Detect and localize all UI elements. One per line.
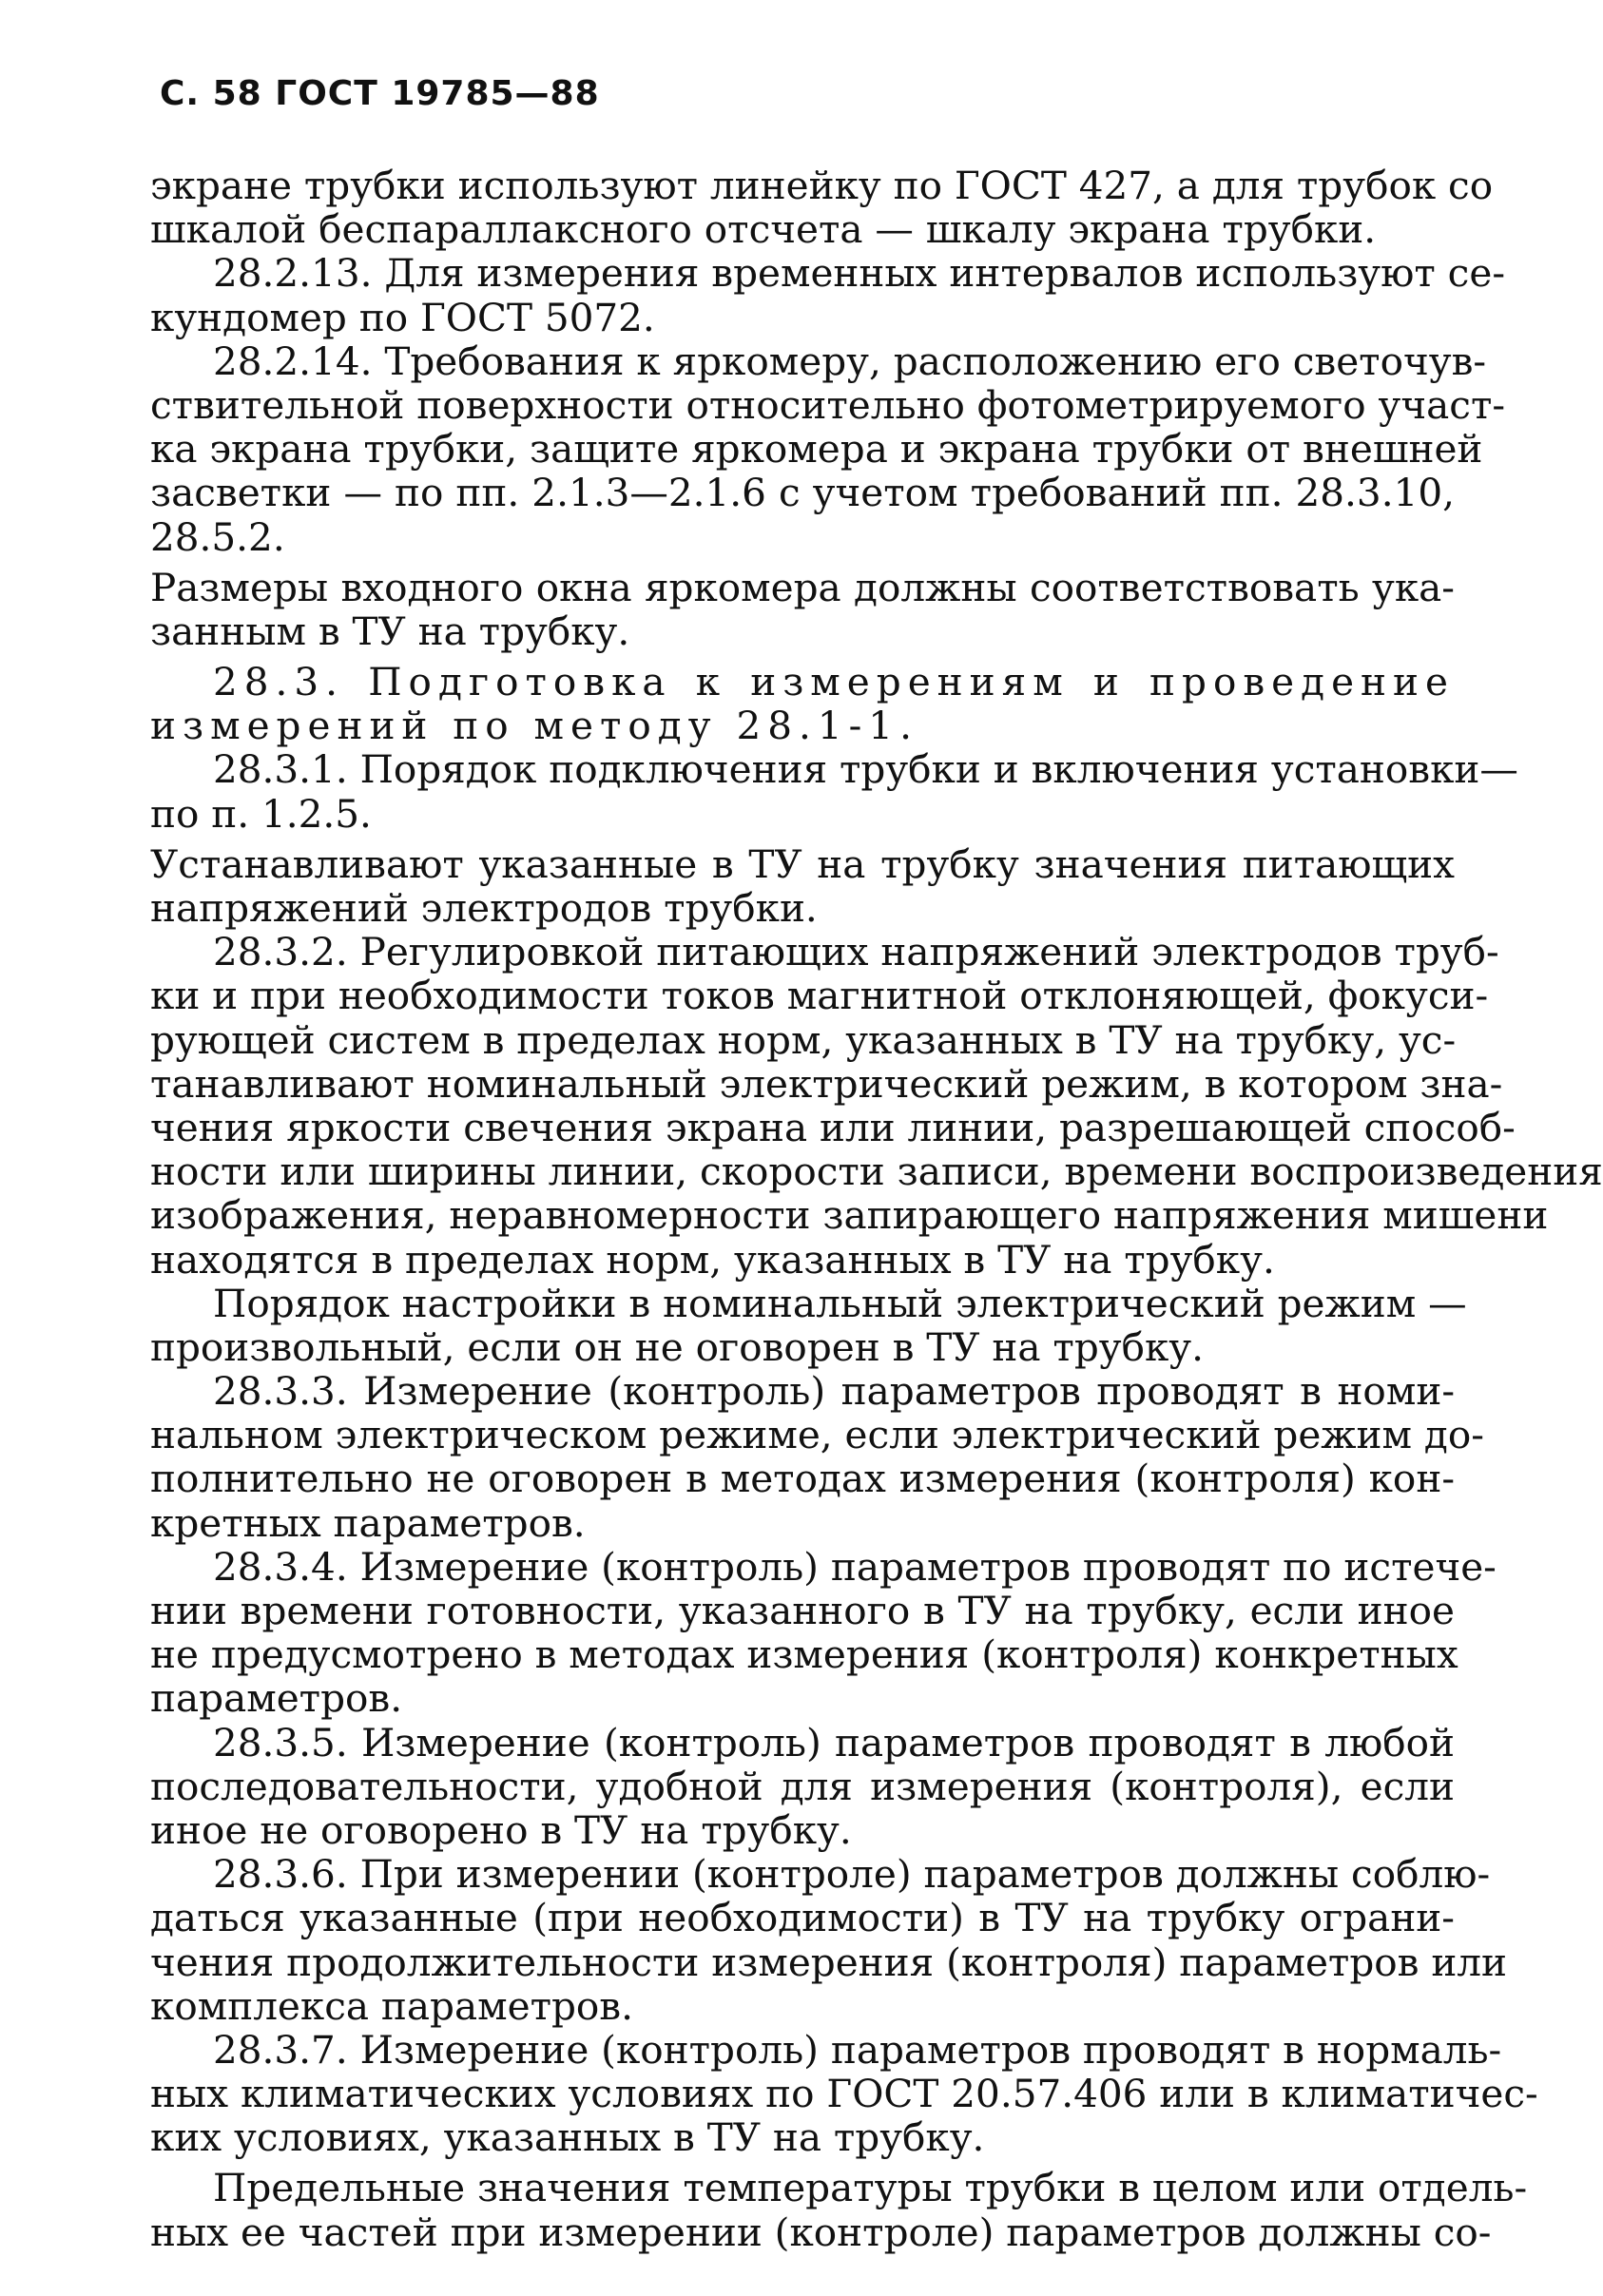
text-line: танавливают номинальный электрический режим, в котором зна- xyxy=(150,1060,1503,1107)
text-line: кундомер по ГОСТ 5072. xyxy=(150,294,655,340)
text-line: Порядок настройки в номинальный электрический режим — xyxy=(213,1280,1467,1326)
text-line: Размеры входного окна яркомера должны соответствовать ука- xyxy=(150,564,1455,610)
text-line: иное не оговорено в ТУ на трубку. xyxy=(150,1806,852,1853)
text-line: ных климатических условиях по ГОСТ 20.57.406 или в климатичес- xyxy=(150,2071,1538,2117)
text-line: ка экрана трубки, защите яркомера и экрана трубки от внешней xyxy=(150,426,1483,473)
text-line: ных ее частей при измерении (контроле) параметров должны со- xyxy=(150,2209,1492,2255)
text-line: 28.3.3. Измерение (контроль) параметров проводят в номи- xyxy=(213,1368,1455,1415)
text-line: нии времени готовности, указанного в ТУ на трубку, если иное xyxy=(150,1588,1455,1633)
text-line: 28.3.5. Измерение (контроль) параметров проводят в любой xyxy=(213,1719,1455,1765)
text-line: нальном электрическом режиме, если электрический режим до- xyxy=(150,1412,1484,1458)
text-line: Устанавливают указанные в ТУ на трубку значения питающих xyxy=(150,840,1455,887)
text-line: ности или ширины линии, скорости записи, времени воспроизведения xyxy=(150,1148,1603,1195)
text-line: 28.5.2. xyxy=(150,513,285,560)
text-line: полнительно не оговорен в методах измерения (контроля) кон- xyxy=(150,1456,1455,1502)
text-line: засветки — по пп. 2.1.3—2.1.6 с учетом требований пп. 28.3.10, xyxy=(150,470,1455,516)
body-text xyxy=(150,163,1603,2255)
text-line: ки и при необходимости токов магнитной отклоняющей, фокуси- xyxy=(150,973,1489,1019)
text-line: 28.2.13. Для измерения временных интервалов используют се- xyxy=(213,250,1506,297)
text-line: занным в ТУ на трубку. xyxy=(150,608,630,654)
section-heading-line: 28.3. Подготовка к измерениям и проведение xyxy=(213,659,1455,705)
section-heading-line: измерений по методу 28.1-1. xyxy=(150,703,918,749)
text-line: шкалой беспараллаксного отсчета — шкалу экрана трубки. xyxy=(150,206,1377,253)
text-line: 28.3.7. Измерение (контроль) параметров проводят в нормаль- xyxy=(213,2026,1502,2073)
text-line: параметров. xyxy=(150,1675,403,1722)
text-line: не предусмотрено в методах измерения (контроля) конкретных xyxy=(150,1631,1458,1678)
text-line: 28.3.2. Регулировкой питающих напряжений электродов труб- xyxy=(213,929,1499,975)
text-line: экране трубки используют линейку по ГОСТ 427, а для трубок со xyxy=(150,163,1494,208)
text-line: рующей систем в пределах норм, указанных в ТУ на трубку, ус- xyxy=(150,1016,1457,1063)
text-line: 28.3.4. Измерение (контроль) параметров проводят по истече- xyxy=(213,1543,1497,1590)
text-line: 28.3.6. При измерении (контроле) параметров должны соблю- xyxy=(213,1851,1491,1898)
text-line: последовательности, удобной для измерения (контроля), если xyxy=(150,1763,1455,1809)
text-line: чения продолжительности измерения (контроля) параметров или xyxy=(150,1939,1508,1985)
text-line: ких условиях, указанных в ТУ на трубку. xyxy=(150,2114,985,2161)
text-line: ствительной поверхности относительно фотометрируемого участ- xyxy=(150,381,1506,428)
running-header: С. 58 ГОСТ 19785—88 xyxy=(160,74,600,113)
text-line: 28.3.1. Порядок подключения трубки и включения установки— xyxy=(213,746,1518,793)
text-line: 28.2.14. Требования к яркомеру, расположению его светочув- xyxy=(213,338,1487,384)
text-line: даться указанные (при необходимости) в ТУ на трубку ограни- xyxy=(150,1895,1455,1941)
text-line: напряжений электродов трубки. xyxy=(150,885,818,931)
text-line: чения яркости свечения экрана или линии, разрешающей способ- xyxy=(150,1104,1516,1150)
text-line: кретных параметров. xyxy=(150,1499,586,1546)
text-line: произвольный, если он не оговорен в ТУ на трубку. xyxy=(150,1323,1204,1370)
text-line: находятся в пределах норм, указанных в ТУ на трубку. xyxy=(150,1236,1275,1283)
text-line: по п. 1.2.5. xyxy=(150,790,372,837)
text-line: изображения, неравномерности запирающего напряжения мишени xyxy=(150,1192,1549,1239)
text-line: Предельные значения температуры трубки в целом или отдель- xyxy=(213,2165,1528,2211)
text-line: комплекса параметров. xyxy=(150,1982,633,2029)
